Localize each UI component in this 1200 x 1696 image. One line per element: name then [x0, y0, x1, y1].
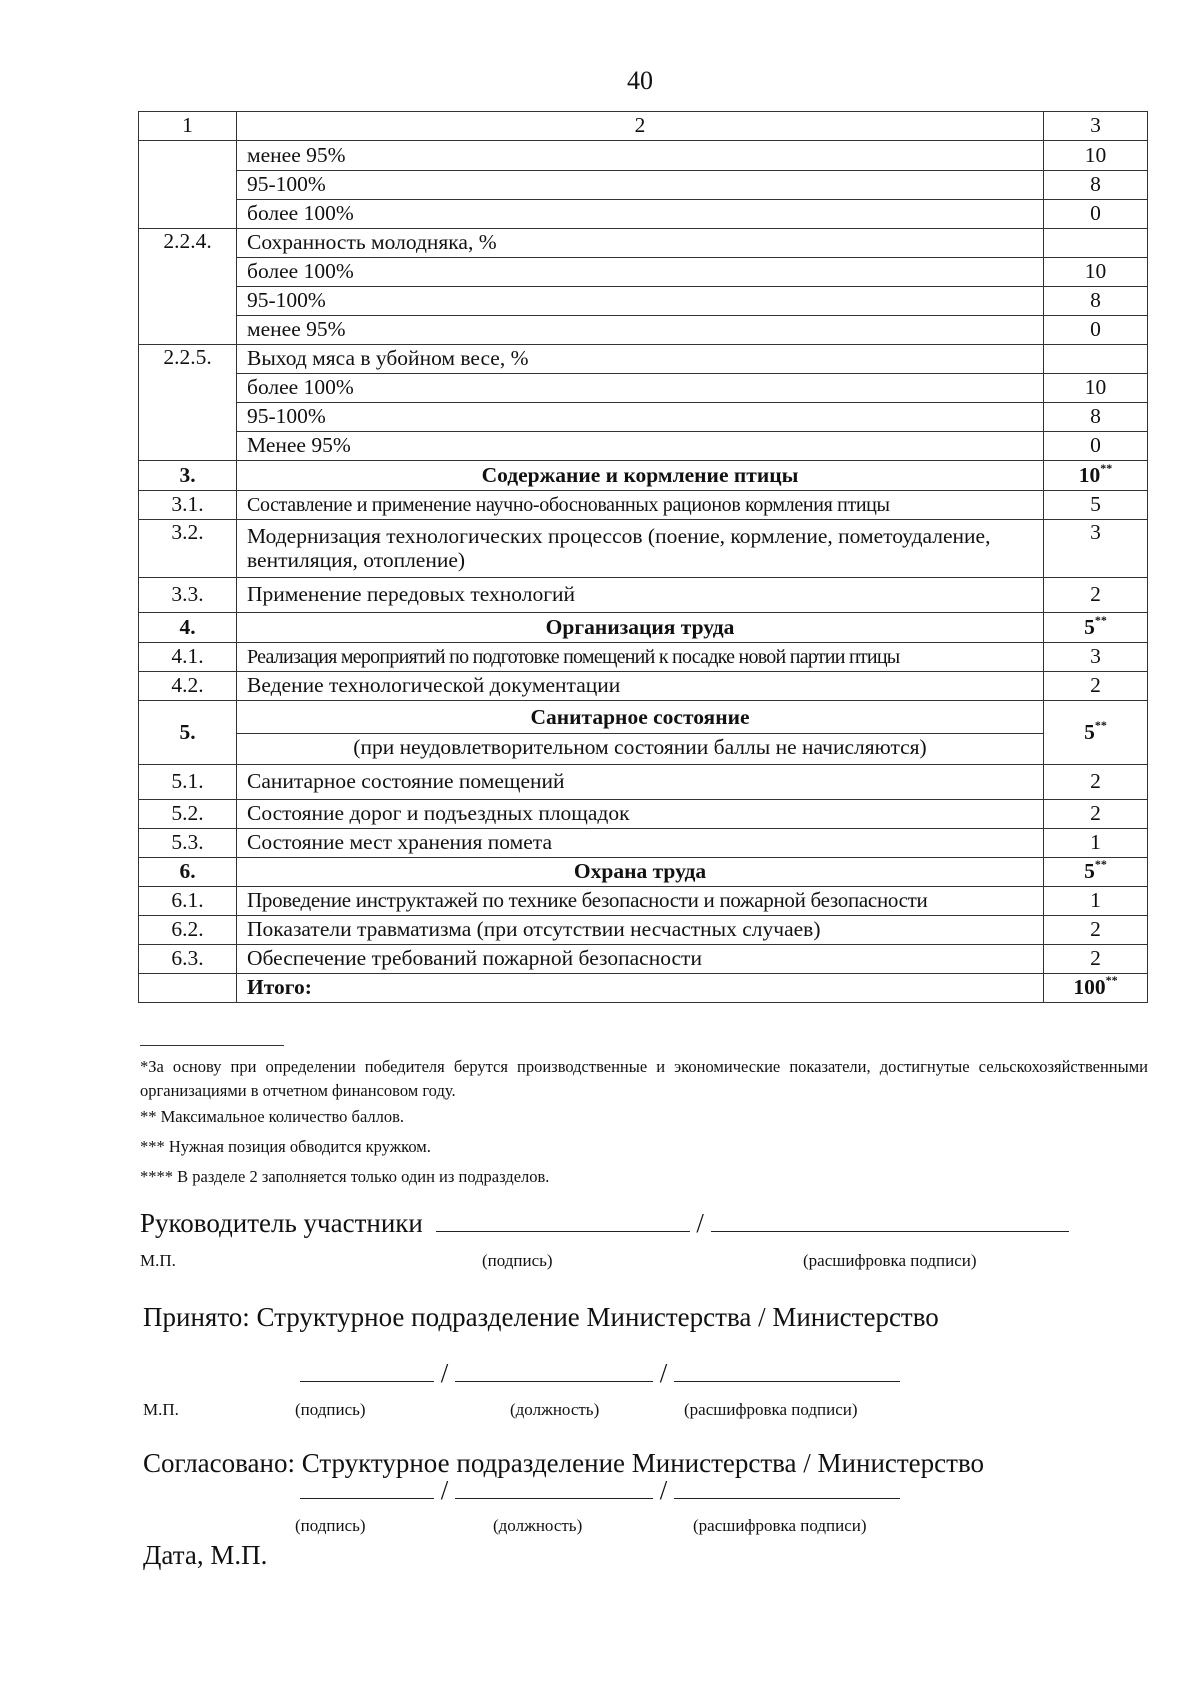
row-number: 2.2.5.: [139, 345, 237, 461]
date-label: Дата, М.П.: [143, 1540, 268, 1570]
decoding-blank: [711, 1210, 1069, 1232]
row-points: [1044, 345, 1148, 374]
row-number: 6.2.: [139, 916, 237, 945]
total-label: Итого:: [237, 974, 1044, 1003]
row-points: 5**: [1044, 613, 1148, 643]
row-number: 4.1.: [139, 643, 237, 672]
row-number: 5.1.: [139, 765, 237, 800]
mp-label: М.П.: [143, 1400, 179, 1419]
row-text: Менее 95%: [237, 432, 1044, 461]
row-points: 0: [1044, 432, 1148, 461]
slash: /: [659, 1358, 668, 1388]
row-points: 3: [1044, 643, 1148, 672]
slash: /: [659, 1475, 668, 1505]
table-row: [139, 229, 1148, 258]
decoding-caption: (расшифровка подписи): [803, 1251, 977, 1270]
row-text: Ведение технологической документации: [237, 672, 1044, 701]
accepted-label: Принято: Структурное подразделение Министерства / Министерство: [143, 1302, 939, 1332]
row-number: 6.: [139, 858, 237, 887]
row-points: 5**: [1044, 701, 1148, 765]
row-text: Санитарное состояние помещений: [237, 765, 1044, 800]
row-number: [139, 974, 237, 1003]
row-text: Применение передовых технологий: [237, 578, 1044, 613]
position-caption: (должность): [510, 1400, 600, 1419]
row-text: Проведение инструктажей по технике безопасности и пожарной безопасности: [237, 887, 1044, 916]
table-row: [139, 432, 1148, 461]
row-points: 5: [1044, 491, 1148, 520]
footnote-divider: [140, 1045, 284, 1046]
section-row: [139, 461, 1148, 491]
section-title-cell: [237, 701, 1044, 765]
header-col-1: 1: [139, 112, 237, 141]
table-row: [139, 945, 1148, 974]
table-header-row: [139, 112, 1148, 141]
signature-caption: (подпись): [482, 1251, 553, 1270]
footnote-3: *** Нужная позиция обводится кружком.: [140, 1136, 431, 1156]
table-row: [139, 141, 1148, 171]
row-number: 6.1.: [139, 887, 237, 916]
table-row: [139, 829, 1148, 858]
section-row: [139, 858, 1148, 887]
row-number: 6.3.: [139, 945, 237, 974]
total-row: [139, 974, 1148, 1003]
section-title: Охрана труда: [237, 858, 1044, 887]
section-title: Санитарное состояние: [530, 704, 750, 729]
row-text: Составление и применение научно-обоснованных рационов кормления птицы: [237, 491, 1044, 520]
table-row: [139, 672, 1148, 701]
table-row: [139, 316, 1148, 345]
footnote-2: ** Максимальное количество баллов.: [140, 1106, 405, 1126]
agreed-label: Согласовано: Структурное подразделение Министерства / Министерство: [143, 1448, 985, 1478]
row-text: Обеспечение требований пожарной безопасности: [237, 945, 1044, 974]
row-number: 3.2.: [139, 520, 237, 578]
row-points: 5**: [1044, 858, 1148, 887]
row-text: 95-100%: [237, 287, 1044, 316]
row-text: менее 95%: [237, 316, 1044, 345]
table-row: [139, 520, 1148, 578]
row-number: 5.2.: [139, 800, 237, 829]
row-points: 1: [1044, 887, 1148, 916]
row-points: 10: [1044, 374, 1148, 403]
row-number: 5.: [139, 701, 237, 765]
row-points: 0: [1044, 200, 1148, 229]
row-text: Выход мяса в убойном весе, %: [237, 345, 1044, 374]
row-points: 2: [1044, 800, 1148, 829]
header-col-3: 3: [1044, 112, 1148, 141]
position-blank: [455, 1360, 653, 1382]
footnotes: [140, 1055, 1148, 1195]
row-text: более 100%: [237, 258, 1044, 287]
row-points: 10: [1044, 258, 1148, 287]
position-caption: (должность): [493, 1516, 583, 1535]
row-points: 8: [1044, 171, 1148, 200]
row-number: 4.2.: [139, 672, 237, 701]
signature-blank: [300, 1360, 434, 1382]
mp-label: М.П.: [140, 1251, 176, 1270]
decoding-caption: (расшифровка подписи): [693, 1516, 867, 1535]
head-label: Руководитель участники: [140, 1208, 423, 1238]
table-row: [139, 643, 1148, 672]
row-number: 3.1.: [139, 491, 237, 520]
table-row: [139, 345, 1148, 374]
row-points: 2: [1044, 765, 1148, 800]
row-points: 10**: [1044, 461, 1148, 491]
row-text: более 100%: [237, 200, 1044, 229]
decoding-blank: [674, 1477, 900, 1499]
section-subtitle: (при неудовлетворительном состоянии баллы не начисляются): [237, 733, 1043, 760]
table-row: [139, 374, 1148, 403]
table-row: [139, 171, 1148, 200]
row-text: Состояние дорог и подъездных площадок: [237, 800, 1044, 829]
footnote-1: *За основу при определении победителя берутся производственные и экономические показатели, достигнутые сельскохозяйственными организациями в отчетном финансовом году.: [140, 1057, 1148, 1100]
row-points: 3: [1044, 520, 1148, 578]
table-row: [139, 578, 1148, 613]
row-number: 5.3.: [139, 829, 237, 858]
head-signature-line: [140, 1208, 1069, 1239]
header-col-2: 2: [237, 112, 1044, 141]
signature-blank: [300, 1477, 434, 1499]
row-points: 8: [1044, 403, 1148, 432]
row-text: Сохранность молодняка, %: [237, 229, 1044, 258]
row-number: 2.2.4.: [139, 229, 237, 345]
row-text: Реализация мероприятий по подготовке помещений к посадке новой партии птицы: [237, 643, 1044, 672]
decoding-caption: (расшифровка подписи): [684, 1400, 858, 1419]
row-text: более 100%: [237, 374, 1044, 403]
signature-caption: (подпись): [295, 1400, 366, 1419]
row-text: 95-100%: [237, 171, 1044, 200]
row-number: [139, 141, 237, 229]
row-text: 95-100%: [237, 403, 1044, 432]
row-text: менее 95%: [237, 141, 1044, 171]
section-row: [139, 701, 1148, 765]
table-row: [139, 800, 1148, 829]
accepted-signature-line: [300, 1358, 900, 1389]
signature-caption: (подпись): [295, 1516, 366, 1535]
agreed-signature-line: [300, 1475, 900, 1506]
slash: /: [696, 1208, 704, 1238]
row-number: 3.: [139, 461, 237, 491]
section-row: [139, 613, 1148, 643]
row-text: Модернизация технологических процессов (поение, кормление, пометоудаление, вентиляция, отопление): [237, 520, 1044, 578]
table-row: [139, 403, 1148, 432]
row-number: 3.3.: [139, 578, 237, 613]
signature-blank: [436, 1210, 690, 1232]
row-text: Состояние мест хранения помета: [237, 829, 1044, 858]
row-points: 1: [1044, 829, 1148, 858]
section-title: Организация труда: [237, 613, 1044, 643]
row-points: 2: [1044, 578, 1148, 613]
slash: /: [440, 1475, 449, 1505]
table-row: [139, 258, 1148, 287]
row-points: 2: [1044, 916, 1148, 945]
table-row: [139, 200, 1148, 229]
row-points: 10: [1044, 141, 1148, 171]
table-row: [139, 491, 1148, 520]
decoding-blank: [674, 1360, 900, 1382]
scoring-table: [138, 111, 1148, 1003]
table-row: [139, 916, 1148, 945]
footnote-4: **** В разделе 2 заполняется только один из подразделов.: [140, 1166, 550, 1186]
row-text: Показатели травматизма (при отсутствии несчастных случаев): [237, 916, 1044, 945]
page-number: 40: [627, 66, 653, 95]
section-title: Содержание и кормление птицы: [237, 461, 1044, 491]
row-points: 0: [1044, 316, 1148, 345]
table-row: [139, 887, 1148, 916]
slash: /: [440, 1358, 449, 1388]
total-points: 100**: [1044, 974, 1148, 1003]
row-points: 2: [1044, 945, 1148, 974]
table-row: [139, 287, 1148, 316]
position-blank: [455, 1477, 653, 1499]
row-points: 8: [1044, 287, 1148, 316]
row-number: 4.: [139, 613, 237, 643]
row-points: [1044, 229, 1148, 258]
table-row: [139, 765, 1148, 800]
row-points: 2: [1044, 672, 1148, 701]
